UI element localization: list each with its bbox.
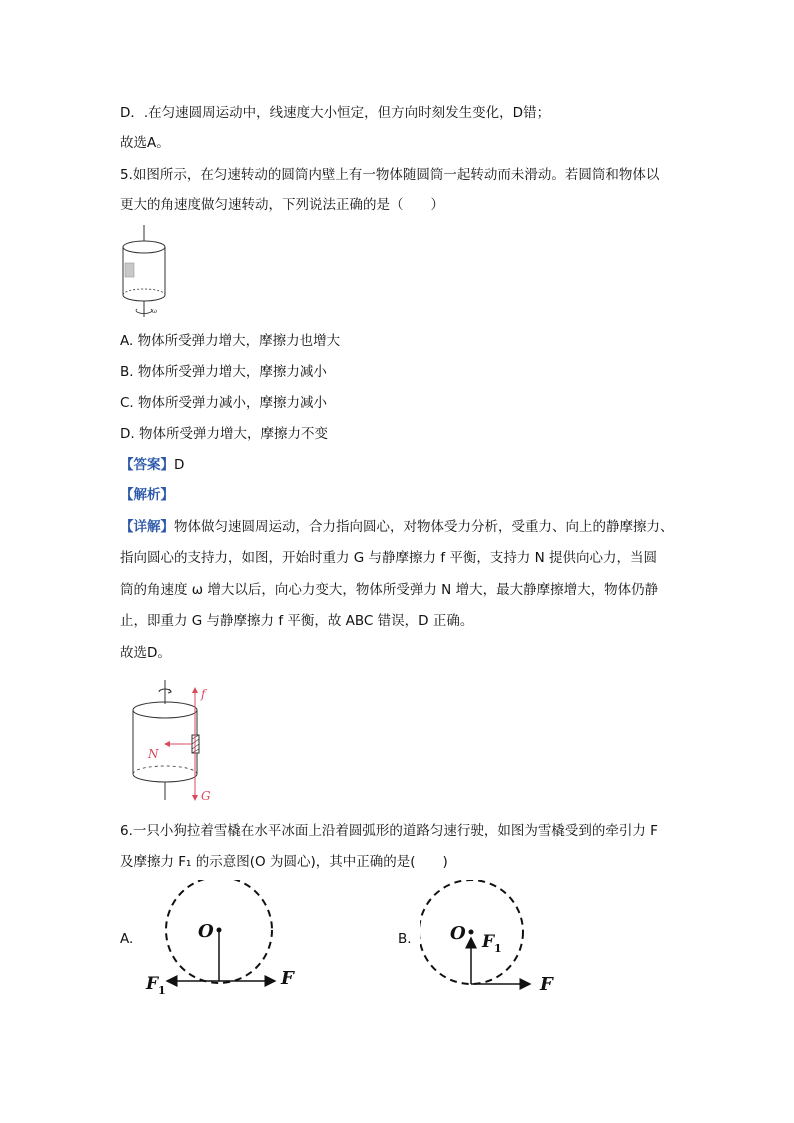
q4-option-d: D．.在匀速圆周运动中，线速度大小恒定，但方向时刻发生变化，D错； <box>120 105 551 121</box>
q5-explain-line2: 指向圆心的支持力，如图，开始时重力 G 与静摩擦力 f 平衡，支持力 N 提供向心力，当圆 <box>120 550 658 566</box>
q5-option-c: C. 物体所受弹力减小，摩擦力减小 <box>120 395 328 411</box>
q6-option-a-label: A. <box>120 931 134 947</box>
q5-choose: 故选D。 <box>120 645 171 661</box>
q5-option-a: A. 物体所受弹力增大，摩擦力也增大 <box>120 333 341 349</box>
force-f-label: F <box>540 974 553 995</box>
force-f-label: F <box>281 968 294 989</box>
force-f-label: f <box>201 687 206 701</box>
q5-explain-line3: 筒的角速度 ω 增大以后，向心力变大，物体所受弹力 N 增大，最大静摩擦增大，物体仍静 <box>120 582 659 598</box>
q5-explain-line1 <box>120 517 674 537</box>
analysis-tag: 【解析】 <box>120 487 174 503</box>
q5-option-d: D. 物体所受弹力增大，摩擦力不变 <box>120 426 328 442</box>
center-o-label: O <box>450 923 466 944</box>
q5-answer <box>120 455 184 475</box>
force-g-label: G <box>201 789 211 803</box>
q5-force-diagram <box>128 680 238 805</box>
q6-option-a-diagram <box>140 880 310 995</box>
q5-cylinder-figure <box>115 225 175 320</box>
q5-stem-line1: 5.如图所示，在匀速转动的圆筒内壁上有一物体随圆筒一起转动而未滑动。若圆筒和物体以 <box>120 167 660 183</box>
detail-tag: 【详解】 <box>120 519 174 535</box>
force-f1-subscript: 1 <box>158 984 166 995</box>
q5-analysis <box>120 485 174 505</box>
force-f1-subscript: 1 <box>494 942 502 955</box>
q5-option-b: B. 物体所受弹力增大，摩擦力减小 <box>120 364 327 380</box>
center-o-label: O <box>198 921 214 942</box>
q6-option-b-label: B. <box>398 931 412 947</box>
answer-tag: 【答案】 <box>120 457 174 473</box>
force-f1-label: F <box>482 932 495 952</box>
q4-choose: 故选A。 <box>120 135 170 151</box>
explain-text-1: 物体做匀速圆周运动，合力指向圆心，对物体受力分析，受重力、向上的静摩擦力、 <box>174 519 674 535</box>
force-f1-label: F <box>146 974 159 994</box>
answer-value: D <box>174 457 185 473</box>
q5-stem-line2: 更大的角速度做匀速转动，下列说法正确的是（ ） <box>120 197 444 213</box>
force-n-label: N <box>148 747 159 761</box>
q5-omega-label: ω <box>152 308 157 315</box>
q6-option-b-diagram <box>420 880 570 1000</box>
q5-explain-line4: 止，即重力 G 与静摩擦力 f 平衡，故 ABC 错误，D 正确。 <box>120 613 474 629</box>
q6-stem-line2: 及摩擦力 F₁ 的示意图(O 为圆心)，其中正确的是( ) <box>120 854 448 870</box>
q6-stem-line1: 6.一只小狗拉着雪橇在水平冰面上沿着圆弧形的道路匀速行驶，如图为雪橇受到的牵引力 F <box>120 823 658 839</box>
